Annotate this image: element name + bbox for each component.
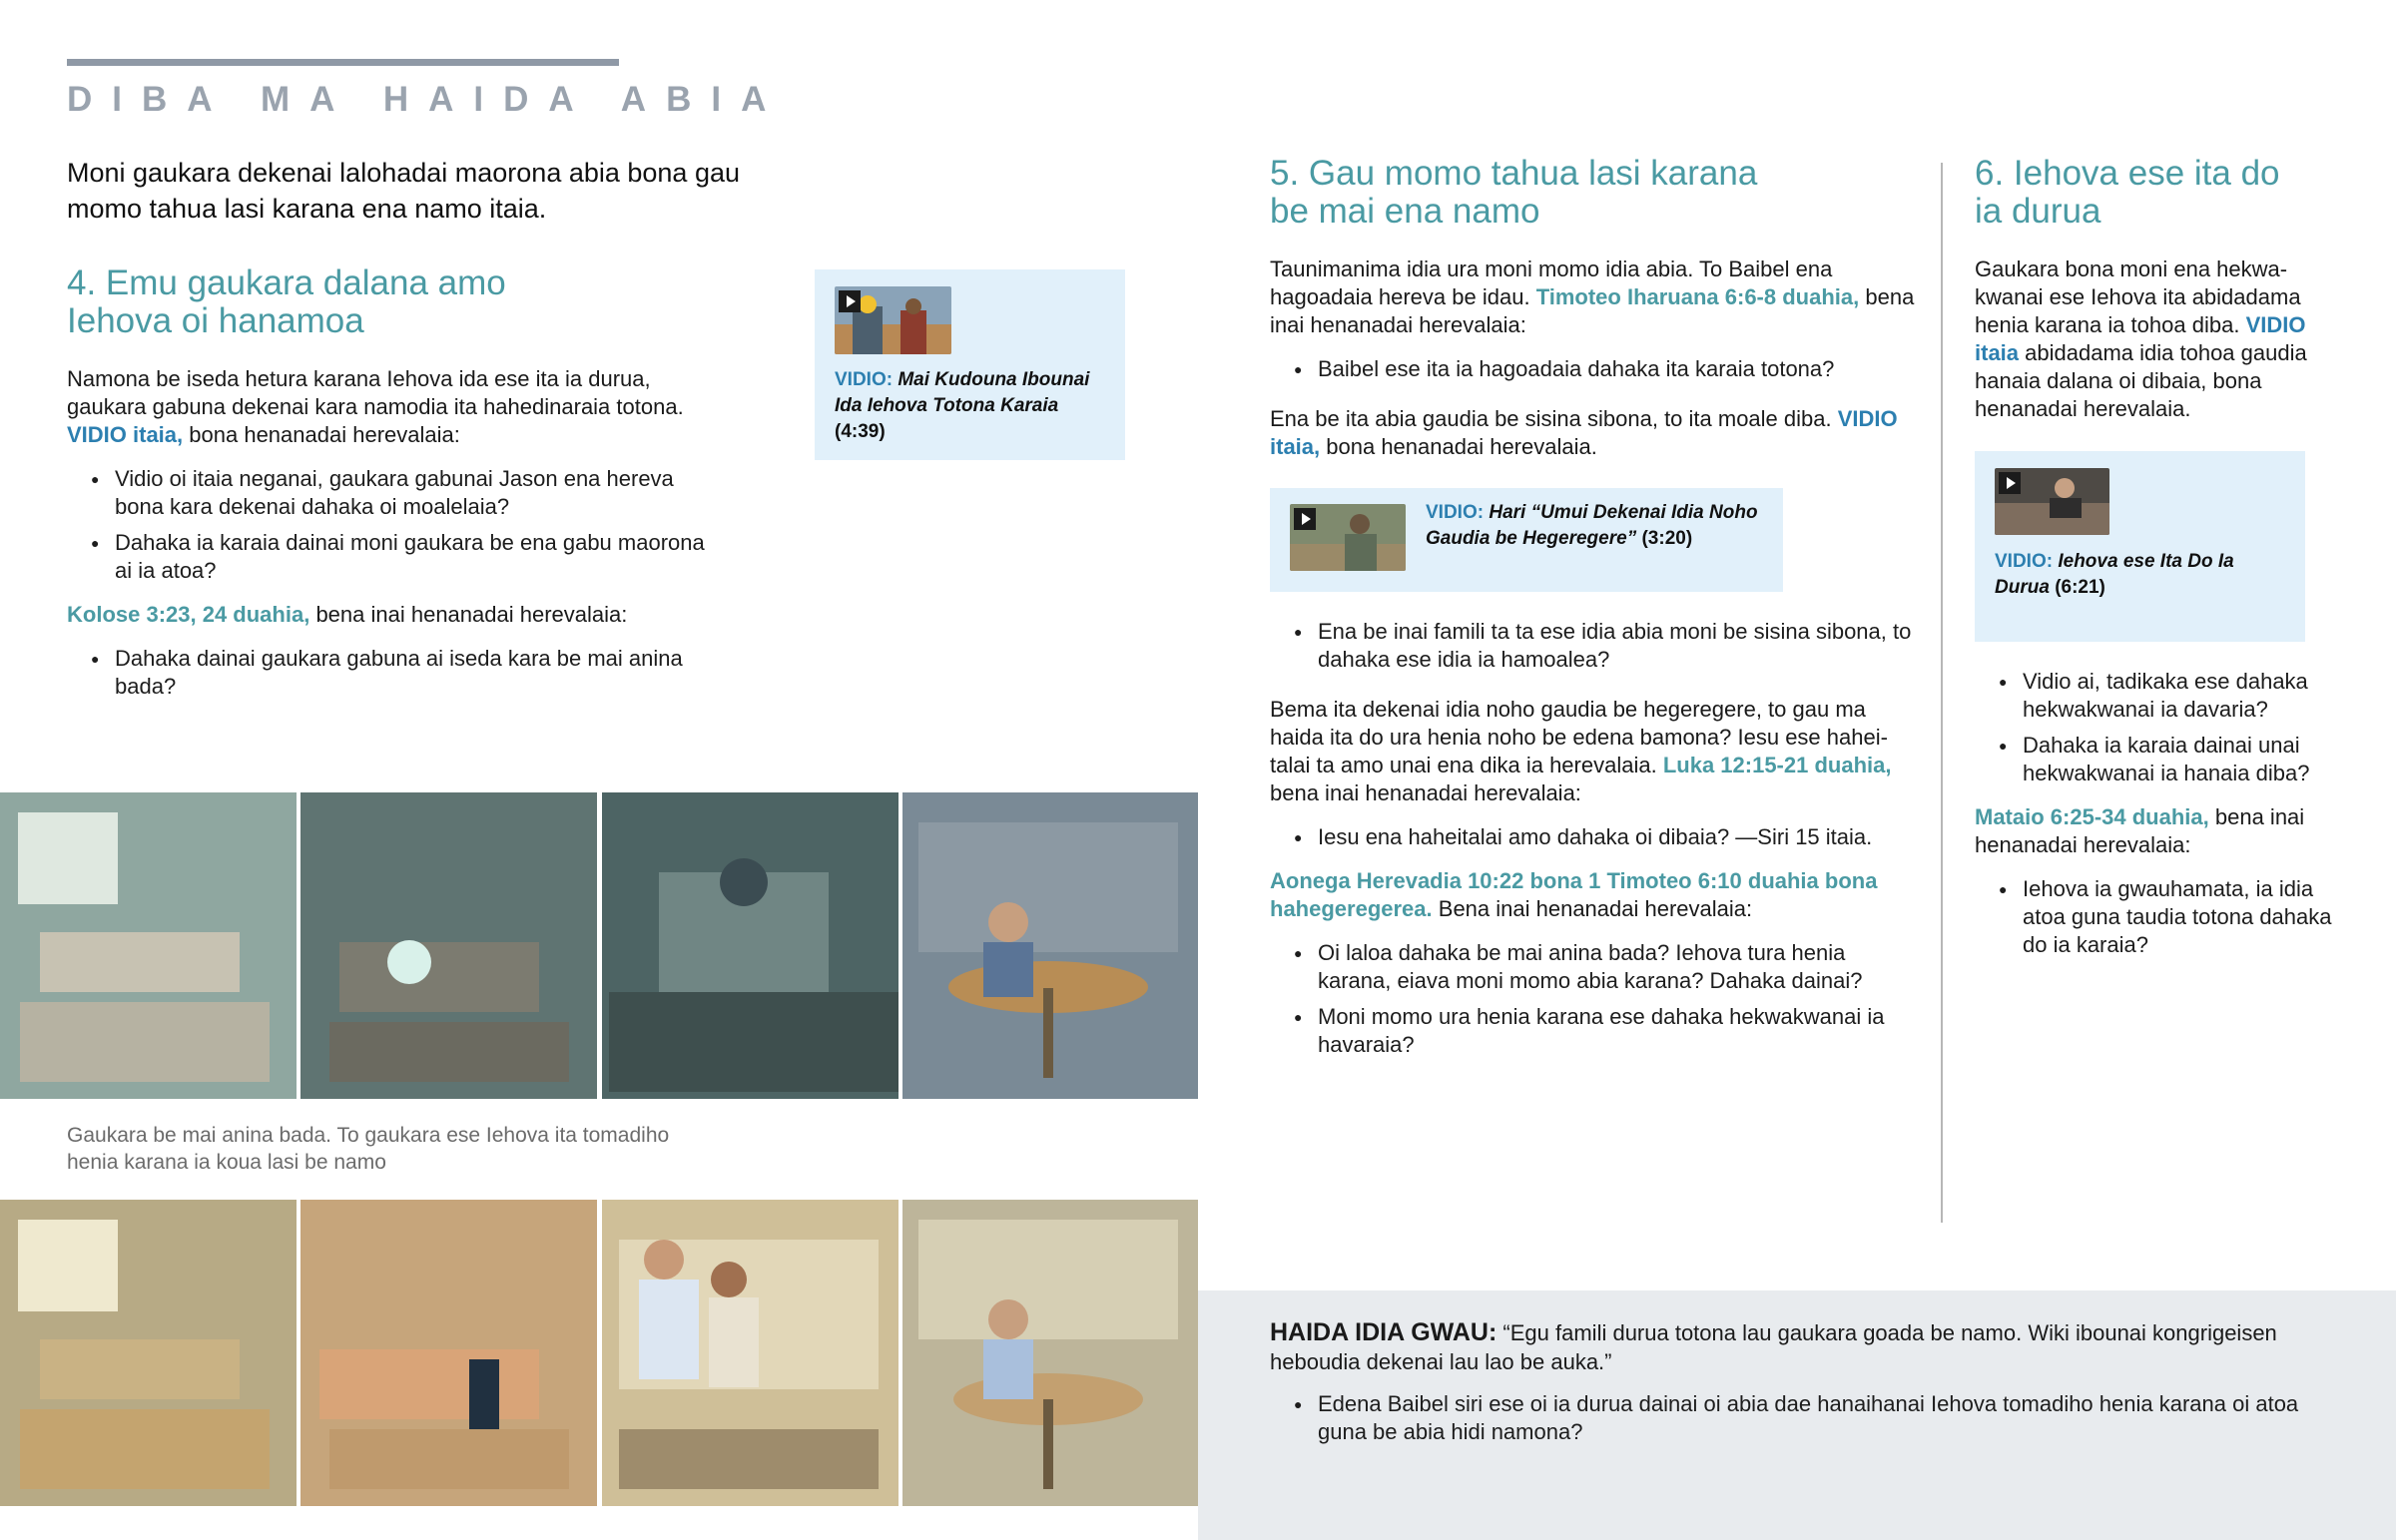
video-duration: (3:20)	[1641, 528, 1693, 549]
section-6-paragraph	[1975, 803, 2336, 859]
list-item: ● Iesu ena haheitalai amo dahaka oi dibaia? —Siri 15 itaia.	[1270, 823, 1919, 851]
section-kicker: DIBA MA HAIDA ABIA	[67, 80, 787, 119]
haida-quote	[1270, 1318, 2318, 1376]
list-item: ● Dahaka ia karaia dainai unai hekwakwanai ia hanaia diba?	[1975, 732, 2336, 787]
heading-line: ia durua	[1975, 192, 2101, 231]
video-thumbnail[interactable]	[835, 286, 951, 354]
video-title: Iehova ese Ita Do Ia Durua	[1995, 551, 2234, 598]
play-icon	[1294, 508, 1316, 530]
scripture-link[interactable]: Timoteo Iharuana 6:6-8 duahia,	[1535, 284, 1860, 309]
video-box-3[interactable]	[1975, 451, 2305, 642]
section-4-heading	[67, 264, 706, 340]
paragraph-text: bona henanadai herevalaia:	[189, 422, 460, 447]
column-divider	[1941, 163, 1943, 1223]
intro-text: Moni gaukara dekenai lalohadai maorona abia bona gau momo tahua lasi karana ena namo itaia.	[67, 158, 740, 224]
paragraph-text: bena inai henanadai herevalaia:	[1975, 804, 2305, 857]
haida-content	[1270, 1318, 2318, 1454]
section-4-paragraph	[67, 365, 706, 449]
section-6	[1975, 155, 2336, 967]
list-item: ● Ena be inai famili ta ta ese idia abia moni be sisina sibona, to dahaka ese idia ia hamoalea?	[1270, 618, 1919, 674]
paragraph-text: Taunimanima idia ura moni momo idia abia. To Baibel ena hagoadaia hereva be idau.	[1270, 257, 1833, 309]
list-item: ● Dahaka dainai gaukara gabuna ai iseda kara be mai anina bada?	[67, 645, 706, 701]
play-icon	[1999, 472, 2021, 494]
family-illustrations	[0, 1200, 1198, 1506]
question-list	[67, 465, 706, 585]
heading-line: Iehova oi hanamoa	[67, 301, 364, 340]
list-item: ● Dahaka ia karaia dainai moni gaukara be ena gabu maorona ai ia atoa?	[67, 529, 706, 585]
paragraph-text: Gaukara bona moni ena hekwakwanai ese Iehova ita abidadama henia karana ia tohoa diba.	[1975, 257, 2301, 337]
section-5-paragraph	[1270, 405, 1919, 461]
section-5	[1270, 155, 1919, 1067]
video-link[interactable]: VIDIO itaia,	[67, 422, 184, 447]
video-label: VIDIO:	[1995, 551, 2054, 572]
video-title: Hari “Umui Dekenai Idia Noho Gaudia be Hegeregere”	[1426, 502, 1758, 549]
list-item: ● Vidio oi itaia neganai, gaukara gabunai Jason ena hereva bona kara dekenai dahaka oi moalelaia?	[67, 465, 706, 521]
video-duration: (6:21)	[2055, 577, 2105, 598]
question-list	[1975, 875, 2336, 959]
question-list	[1270, 939, 1919, 1059]
section-6-heading	[1975, 155, 2336, 231]
paragraph-text: bena inai henanadai herevalaia:	[315, 602, 628, 627]
paragraph-text: Ena be ita abia gaudia be sisina sibona, to ita moale diba.	[1270, 406, 1832, 431]
paragraph-text: bona henanadai herevalaia.	[1326, 434, 1597, 459]
haida-quote-text: “Egu famili durua totona lau gaukara goada be namo. Wiki ibounai kongrigeisen heboudia dekenai lau lao be auka.”	[1270, 1320, 2277, 1374]
question-list	[1270, 618, 1919, 674]
video-label: VIDIO:	[835, 369, 894, 390]
question-list	[67, 645, 706, 701]
section-5-paragraph	[1270, 256, 1919, 339]
scripture-link[interactable]: Aonega Herevadia 10:22 bona 1 Timoteo 6:10 duahia bona hahegeregerea.	[1270, 868, 1878, 921]
video-caption	[1995, 549, 2284, 601]
paragraph-text: abidadama idia tohoa gaudia hanaia dalana oi dibaia, bona henanadai herevalaia.	[1975, 340, 2307, 421]
question-list	[1270, 1390, 2318, 1446]
question-list	[1975, 668, 2336, 787]
header-rule	[67, 59, 619, 66]
question-list	[1270, 823, 1919, 851]
scripture-link[interactable]: Luka 12:15-21 duahia,	[1662, 753, 1892, 777]
image-caption: Gaukara be mai anina bada. To gaukara ese Iehova ita tomadiho henia karana ia koua lasi be namo	[67, 1124, 670, 1174]
paragraph-text: Bema ita dekenai idia noho gaudia be hegeregere, to gau ma haida ita do ura henia noho be edena bamona? Iesu ese haheitalai ta amo unai ena dika ia herevalaia.	[1270, 697, 1888, 777]
heading-line: be mai ena namo	[1270, 192, 1540, 231]
list-item: ● Baibel ese ita ia hagoadaia dahaka ita karaia totona?	[1270, 355, 1919, 383]
heading-line: 5. Gau momo tahua lasi karana	[1270, 154, 1758, 193]
illustration-row-family	[0, 1200, 1198, 1506]
video-thumbnail[interactable]	[1995, 468, 2109, 535]
question-list	[1270, 355, 1919, 383]
video-box-2[interactable]	[1270, 488, 1783, 592]
video-duration: (4:39)	[835, 421, 886, 442]
section-5-paragraph	[1270, 696, 1919, 807]
play-icon	[839, 290, 861, 312]
paragraph-text: bena inai henanadai herevalaia:	[1270, 284, 1915, 337]
video-title: Mai Kudouna Ibounai Ida Iehova Totona Karaia	[835, 369, 1090, 416]
video-thumbnail[interactable]	[1290, 504, 1406, 571]
scripture-link[interactable]: Mataio 6:25-34 duahia,	[1975, 804, 2209, 829]
haida-idia-gwau-panel	[1198, 1290, 2396, 1540]
haida-label: HAIDA IDIA GWAU:	[1270, 1318, 1498, 1346]
video-caption	[835, 367, 1104, 445]
list-item: ● Iehova ia gwauhamata, ia idia atoa guna taudia totona dahaka do ia karaia?	[1975, 875, 2336, 959]
paragraph-text: Namona be iseda hetura karana Iehova ida ese ita ia durua, gaukara gabuna dekenai kara namodia ita hahedinaraia totona.	[67, 366, 684, 419]
video-box-1[interactable]	[815, 269, 1125, 460]
video-link[interactable]: VIDIO itaia	[1975, 312, 2306, 365]
heading-line: 4. Emu gaukara dalana amo	[67, 263, 506, 302]
paragraph-text: Bena inai henanadai herevalaia:	[1438, 896, 1753, 921]
section-5-paragraph	[1270, 867, 1919, 923]
illustration-row-office	[0, 792, 1198, 1099]
paragraph-text: bena inai henanadai herevalaia:	[1270, 780, 1581, 805]
list-item: ● Edena Baibel siri ese oi ia durua dainai oi abia dae hanaihanai Iehova tomadiho henia karana oi atoa guna be abia hidi namona?	[1270, 1390, 2318, 1446]
scripture-prompt	[67, 601, 706, 629]
scripture-link[interactable]: Kolose 3:23, 24 duahia,	[67, 602, 310, 627]
heading-line: 6. Iehova ese ita do	[1975, 154, 2280, 193]
video-link[interactable]: VIDIO itaia,	[1270, 406, 1898, 459]
section-6-paragraph	[1975, 256, 2336, 423]
section-5-heading	[1270, 155, 1919, 231]
list-item: ● Oi laloa dahaka be mai anina bada? Iehova tura henia karana, eiava moni momo abia karana? Dahaka dainai?	[1270, 939, 1919, 995]
list-item: ● Vidio ai, tadikaka ese dahaka hekwakwanai ia davaria?	[1975, 668, 2336, 724]
video-caption	[1426, 500, 1765, 552]
list-item: ● Moni momo ura henia karana ese dahaka hekwakwanai ia havaraia?	[1270, 1003, 1919, 1059]
section-4	[67, 264, 706, 709]
video-label: VIDIO:	[1426, 502, 1485, 523]
office-illustrations	[0, 792, 1198, 1099]
